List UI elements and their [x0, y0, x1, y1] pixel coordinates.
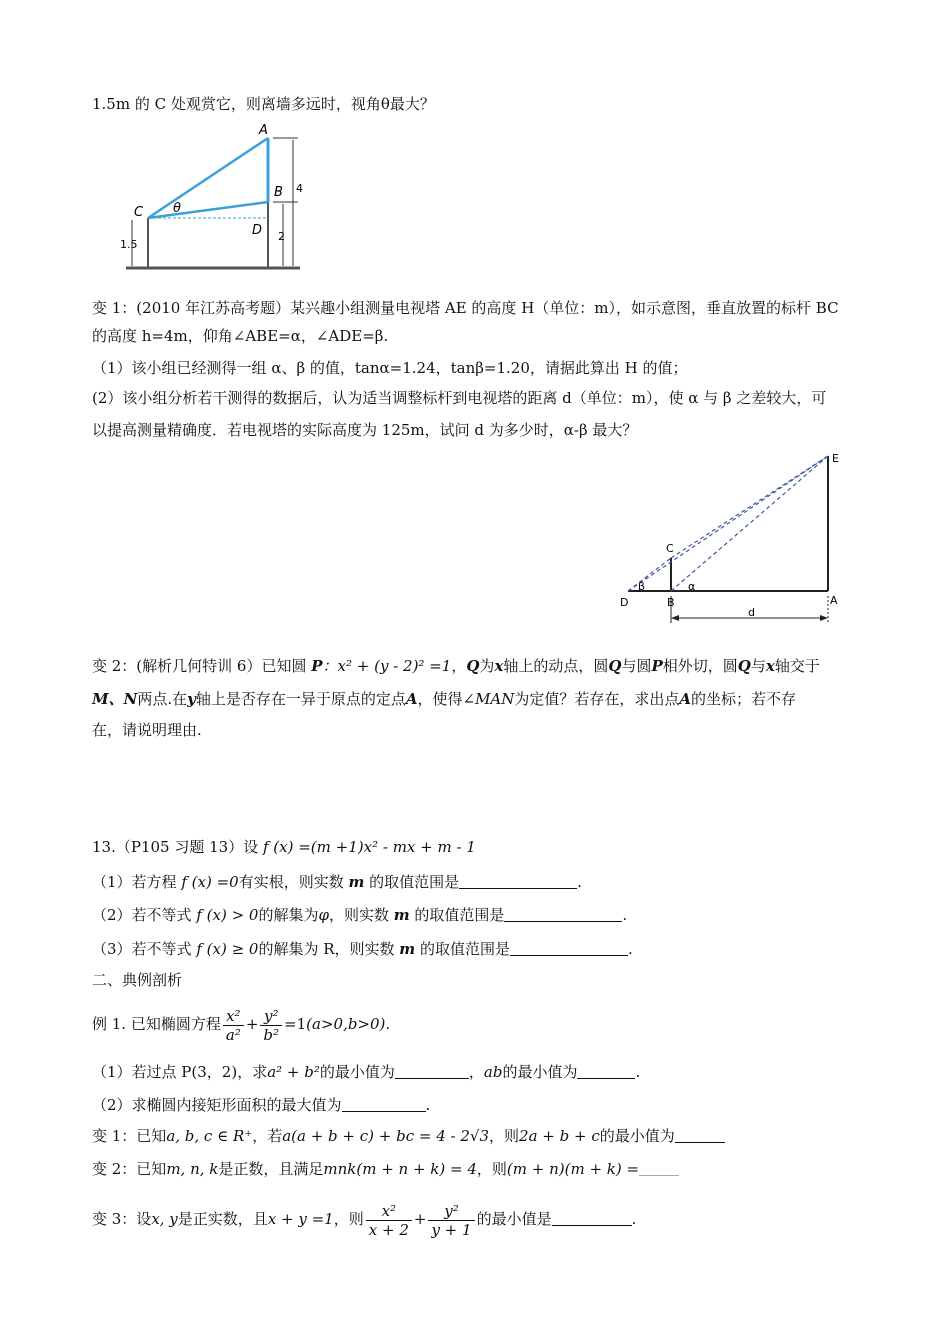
example-1: 例 1. 已知椭圆方程 $\frac{\text{x²}}{\text{a²}}$ + $\frac{\text{y²}}{\text{b²}}$ =1(a>0,b>0).	[92, 1006, 391, 1044]
fig2-label-d-distance: d	[748, 606, 755, 619]
bian-2: 变 2：已知m, n, k是正数，且满足mnk(m + n + k) = 4，则(m + n)(m + k) =	[92, 1159, 679, 1179]
fig1-label-d: D	[252, 223, 263, 238]
v2-line-3: 在，请说明理由.	[92, 721, 202, 739]
bian-1: 变 1：已知a, b, c ∈ R⁺，若a(a + b + c) + bc = 4 - 2√3，则2a + b + c的最小值为	[92, 1126, 725, 1146]
fig2-label-d: D	[620, 596, 629, 609]
figure-2-tv-tower	[612, 448, 852, 633]
p13-head: 13.（P105 习题 13）设 f (x) =(m +1)x² - mx + m - 1	[92, 838, 476, 856]
v1-line-3: （1）该小组已经测得一组 α、β 的值，tanα=1.24，tanβ=1.20，请据此算出 H 的值；	[92, 359, 688, 377]
fig1-height-1-5: 1.5	[120, 238, 138, 251]
v1-line-5: 以提高测量精确度．若电视塔的实际高度为 125m，试问 d 为多少时，α-β 最大？	[92, 421, 638, 439]
fig1-height-4: 4	[296, 182, 303, 195]
v1-line-2: 的高度 h=4m，仰角∠ABE=α，∠ADE=β.	[92, 327, 389, 345]
fig2-label-alpha: α	[688, 580, 696, 593]
fig1-height-2: 2	[278, 230, 285, 243]
v1-line-1: 变 1：(2010 年江苏高考题）某兴趣小组测量电视塔 AE 的高度 H（单位：m），如示意图，垂直放置的标杆 BC	[92, 299, 839, 317]
p13-q1: （1）若方程 f (x) =0有实根，则实数 m 的取值范围是 .	[92, 873, 582, 891]
v2-line-1: 变 2：(解析几何特训 6）已知圆 P：x² + (y - 2)² =1，Q为x轴上的动点，圆Q与圆P相外切，圆Q与x轴交于	[92, 657, 820, 675]
p13-q3: （3）若不等式 f (x) ≥ 0的解集为 R，则实数 m 的取值范围是 .	[92, 940, 633, 958]
fig1-label-c: C	[134, 205, 144, 220]
fig1-label-theta: θ	[173, 201, 181, 216]
fig2-label-e: E	[832, 452, 839, 465]
bian-3: 变 3：设x, y是正实数，且x + y =1，则 $\frac{\text{x²}}{x + 2}$ + $\frac{\text{y²}}{y + 1}$ 的最小值是 .	[92, 1201, 637, 1239]
section-2-title: 二、典例剖析	[92, 971, 183, 989]
fig2-label-c: C	[666, 542, 674, 555]
example-1-q2: （2）求椭圆内接矩形面积的最大值为 .	[92, 1096, 431, 1114]
example-1-q1: （1）若过点 P(3，2)，求a² + b²的最小值为 ，ab的最小值为 .	[92, 1063, 641, 1081]
v2-line-2: M、N两点.在y轴上是否存在一异于原点的定点A，使得∠MAN为定值？若存在，求出点A的坐标；若不存	[92, 690, 797, 708]
fig1-label-a: A	[259, 123, 268, 138]
p13-q2: （2）若不等式 f (x) > 0的解集为φ，则实数 m 的取值范围是 .	[92, 906, 628, 924]
intro-text: 1.5m 的 C 处观赏它，则离墙多远时，视角θ最大？	[92, 95, 435, 113]
v1-line-4: (2）该小组分析若干测得的数据后，认为适当调整标杆到电视塔的距离 d（单位：m），使 α 与 β 之差较大，可	[92, 389, 827, 407]
fig2-label-beta: β	[638, 580, 646, 593]
fig2-label-b: B	[667, 596, 675, 609]
fig1-label-b: B	[274, 185, 283, 200]
fig2-label-a: A	[830, 594, 838, 607]
figure-1-wall-viewing	[118, 120, 308, 275]
